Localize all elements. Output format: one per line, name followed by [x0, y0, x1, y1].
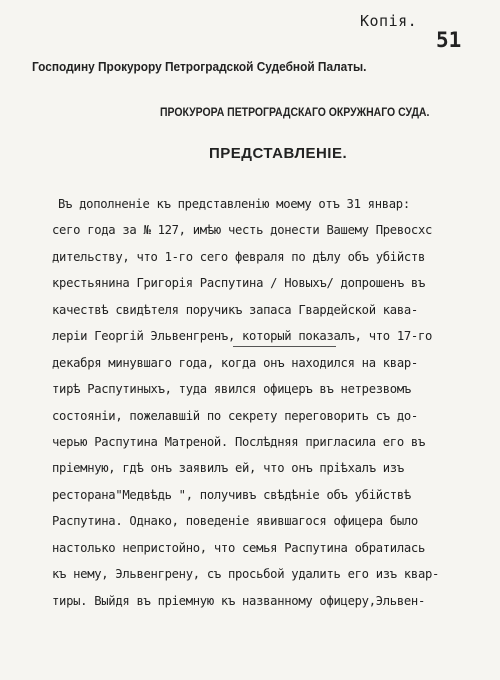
- body-text: [52, 195, 492, 618]
- body-line: Распутина. Однако, поведеніе явившагося офицера было: [52, 514, 418, 529]
- body-line: Въ дополненіе къ представленію моему отъ 31 январ:: [58, 197, 410, 211]
- addressee-line: Господину Прокурору Петроградской Судебной Палаты.: [32, 60, 367, 74]
- body-line: качествѣ свидѣтеля поручикъ запаса Гвардейской кава-: [52, 302, 418, 317]
- sender-line: ПРОКУРОРА ПЕТРОГРАДСКАГО ОКРУЖНАГО СУДА.: [160, 107, 430, 119]
- document-title: ПРЕДСТАВЛЕНІЕ.: [209, 145, 348, 162]
- body-line: къ нему, Эльвенгрену, съ просьбой удалить его изъ квар-: [52, 567, 440, 582]
- body-line: крестьянина Григорія Распутина / Новыхъ/ допрошенъ въ: [52, 276, 425, 291]
- body-line: тиры. Выйдя въ пріемную къ названному офицеру,Эльвен-: [52, 593, 425, 608]
- body-line: леріи Георгій Эльвенгренъ, который показалъ, что 17-го: [52, 329, 433, 344]
- body-line: пріемную, гдѣ онъ заявилъ ей, что онъ пріѣхалъ изъ: [52, 461, 404, 476]
- body-line: черью Распутина Матреной. Послѣдняя пригласила его въ: [52, 434, 425, 449]
- body-line: дительству, что 1-го сего февраля по дѣлу объ убійств: [52, 249, 425, 264]
- body-line: настолько непристойно, что семья Распутина обратилась: [52, 540, 425, 555]
- body-line: состояніи, пожелавшій по секрету переговорить съ до-: [52, 408, 418, 423]
- body-line: тирѣ Распутиныхъ, туда явился офицеръ въ нетрезвомъ: [52, 382, 411, 397]
- copy-mark: Копія.: [360, 12, 418, 30]
- folio-number: 51: [436, 28, 462, 52]
- body-line: ресторана"Медвѣдь ", получивъ свѣдѣніе объ убійствѣ: [52, 487, 411, 502]
- body-line: сего года за № 127, имѣю честь донести Вашему Превосхс: [52, 223, 433, 238]
- body-line: декабря минувшаго года, когда онъ находился на квар-: [52, 355, 418, 370]
- pencil-underline: [233, 346, 336, 347]
